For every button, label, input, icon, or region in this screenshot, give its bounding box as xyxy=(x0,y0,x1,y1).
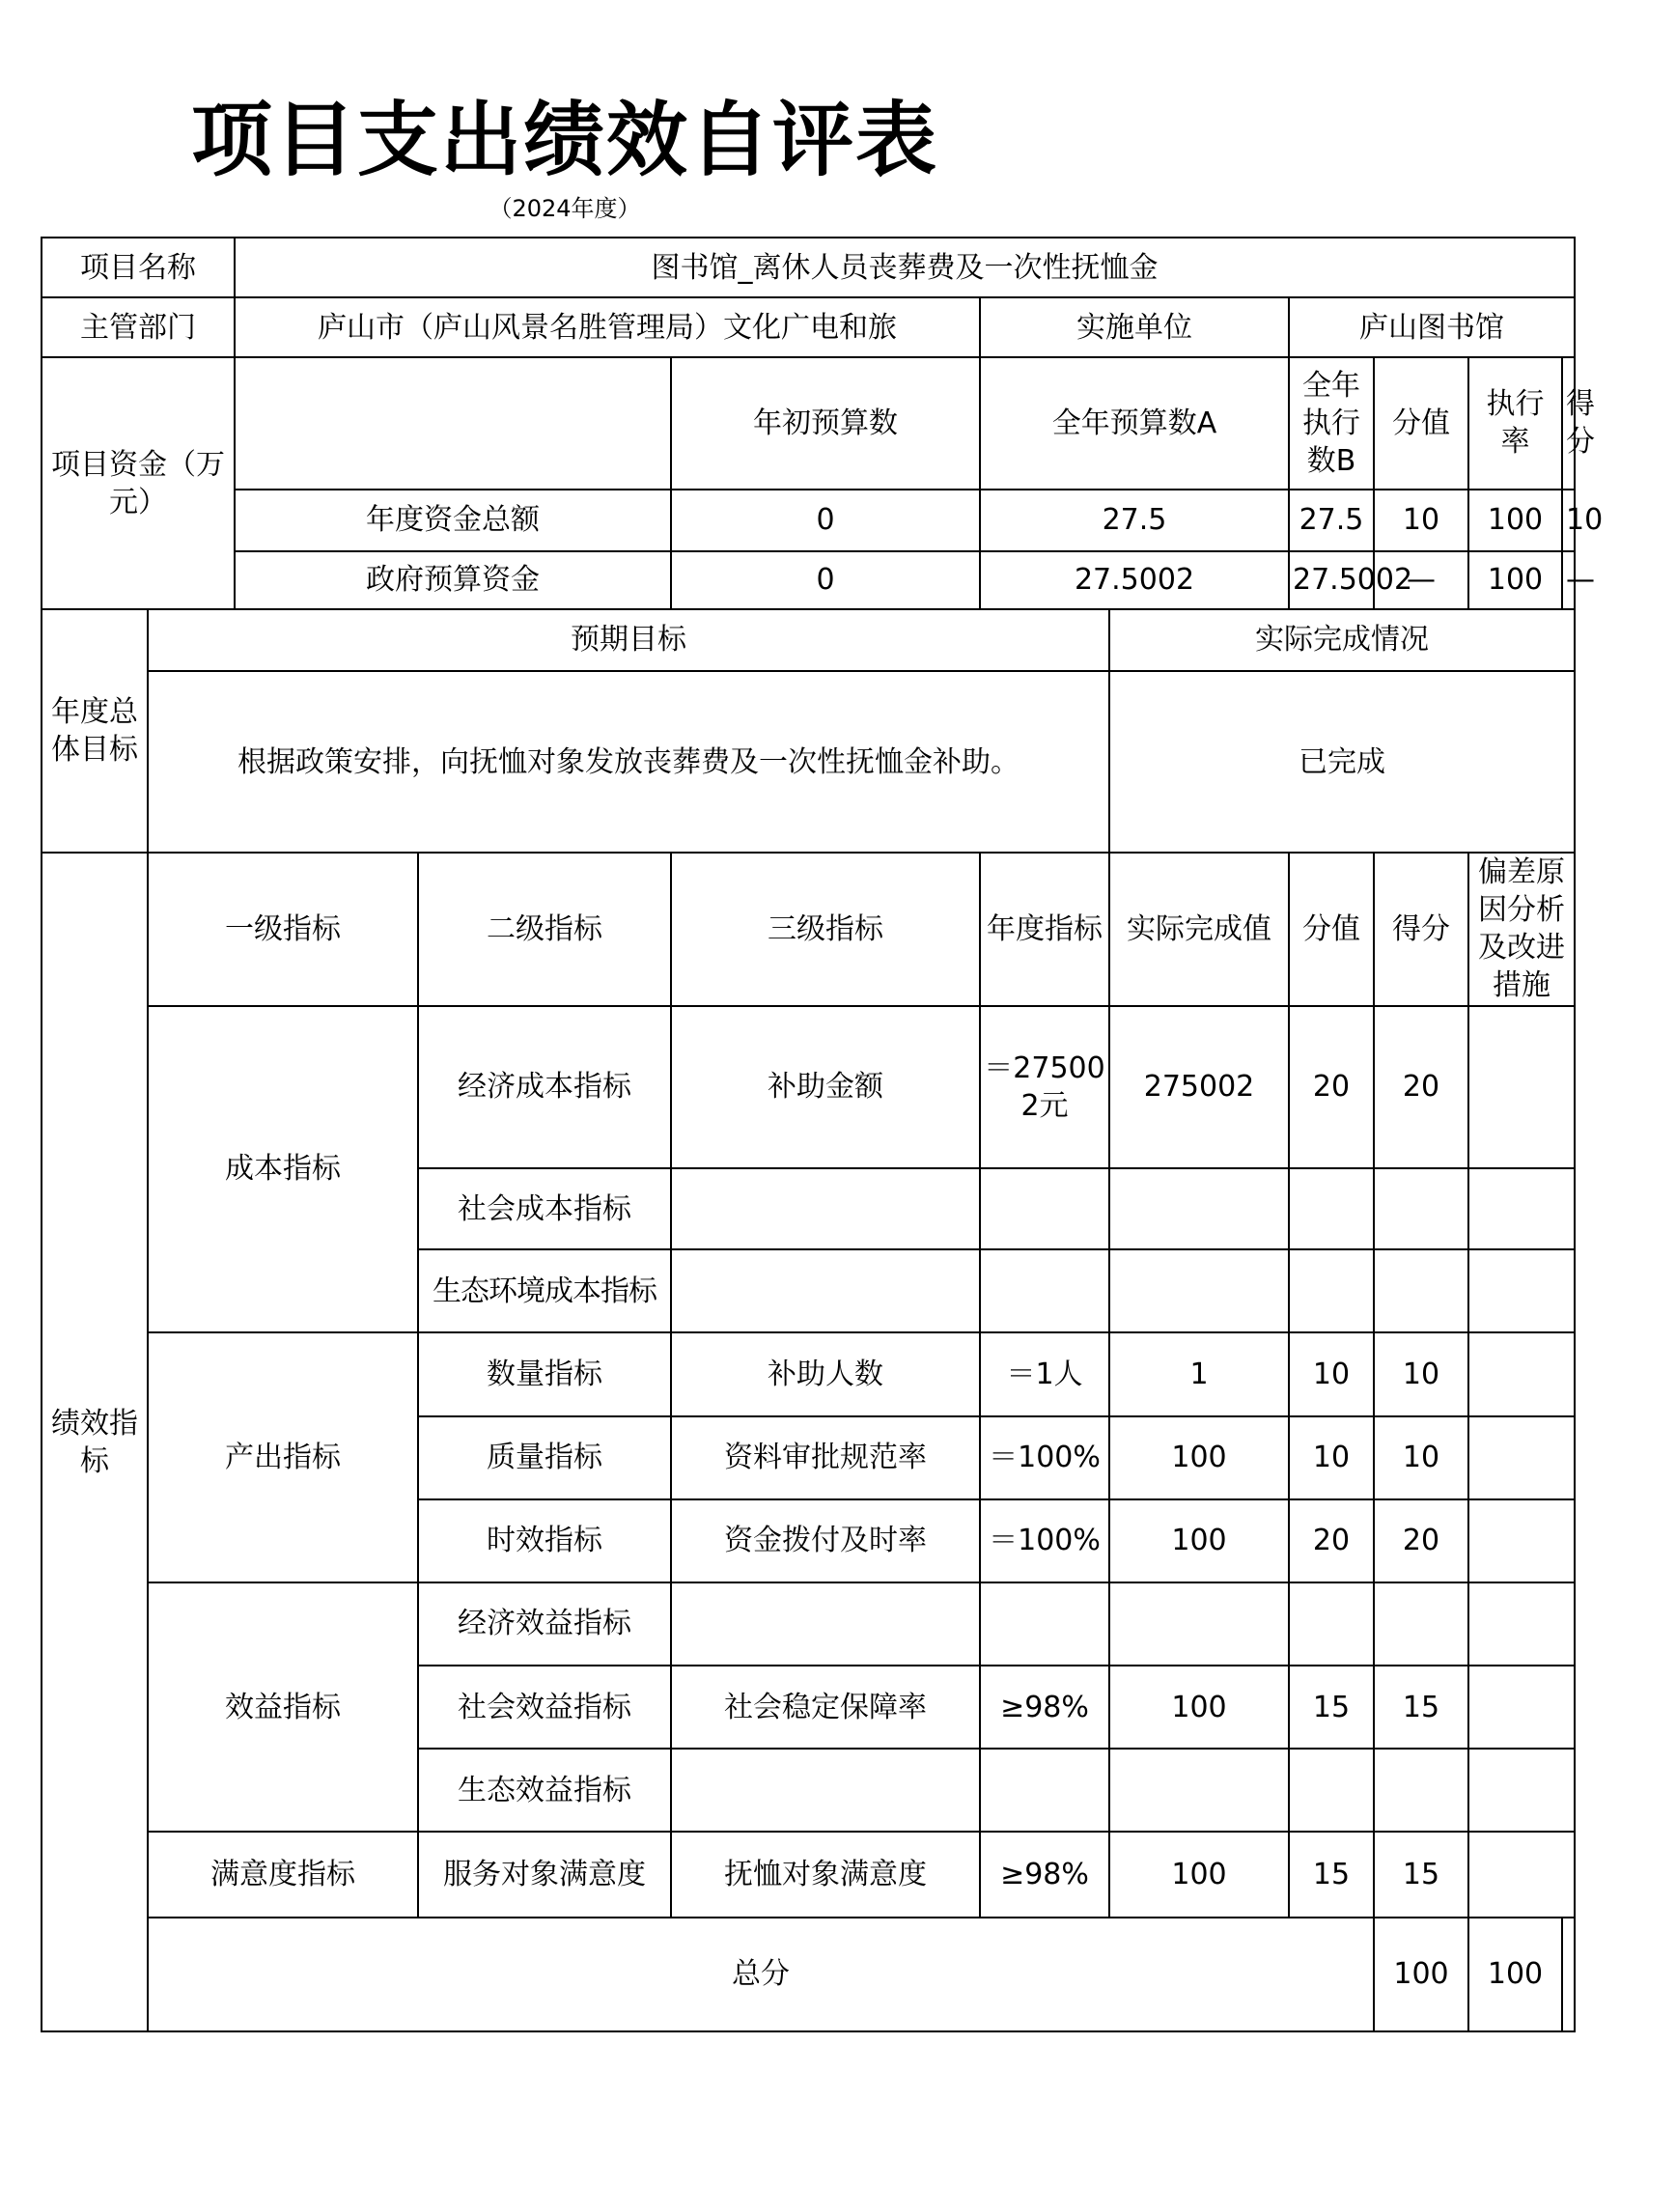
indicator-reason xyxy=(1468,1168,1575,1249)
indicator-target: ≥98% xyxy=(980,1832,1109,1917)
implementing-unit-value: 庐山图书馆 xyxy=(1289,297,1575,357)
indicator-score-value: 15 xyxy=(1289,1666,1374,1749)
funds-row-total xyxy=(42,490,1575,551)
indicator-level3: 补助人数 xyxy=(671,1332,980,1415)
total-reason xyxy=(1562,1918,1575,2031)
indicator-score: 15 xyxy=(1374,1832,1468,1917)
indicator-level2: 时效指标 xyxy=(418,1499,671,1582)
indicator-level3: 资料审批规范率 xyxy=(671,1416,980,1499)
level3-header: 三级指标 xyxy=(671,853,980,1005)
indicator-row xyxy=(42,1006,1575,1168)
funds-executed: 27.5 xyxy=(1289,490,1374,551)
goal-content-row xyxy=(42,671,1575,853)
page-title: 项目支出绩效自评表 xyxy=(190,93,938,187)
indicator-reason xyxy=(1468,1666,1575,1749)
indicator-target xyxy=(980,1168,1109,1249)
funds-annual: 27.5002 xyxy=(980,551,1289,609)
indicator-reason xyxy=(1468,1749,1575,1832)
indicator-reason xyxy=(1468,1006,1575,1168)
indicator-reason xyxy=(1468,1332,1575,1415)
indicator-actual xyxy=(1109,1582,1289,1666)
indicator-level3: 资金拨付及时率 xyxy=(671,1499,980,1582)
indicator-target: ＝100% xyxy=(980,1499,1109,1582)
actual-completion-text: 已完成 xyxy=(1109,671,1575,853)
total-score-value: 100 xyxy=(1374,1918,1468,2031)
indicator-target: ＝100% xyxy=(980,1416,1109,1499)
indicator-row xyxy=(42,1332,1575,1415)
indicator-score xyxy=(1374,1749,1468,1832)
indicator-level2: 社会效益指标 xyxy=(418,1666,671,1749)
indicator-score-value-header: 分值 xyxy=(1289,853,1374,1005)
funds-initial: 0 xyxy=(671,490,980,551)
funds-score-header: 得分 xyxy=(1562,357,1575,489)
funds-row-government xyxy=(42,551,1575,609)
indicator-score-header: 得分 xyxy=(1374,853,1468,1005)
indicator-reason xyxy=(1468,1499,1575,1582)
indicator-level3 xyxy=(671,1582,980,1666)
indicator-level2: 质量指标 xyxy=(418,1416,671,1499)
indicator-score-value: 20 xyxy=(1289,1006,1374,1168)
total-score: 100 xyxy=(1468,1918,1562,2031)
funds-score-value: — xyxy=(1374,551,1468,609)
funds-score: 10 xyxy=(1562,490,1575,551)
implementing-unit-label: 实施单位 xyxy=(980,297,1289,357)
indicator-level3 xyxy=(671,1249,980,1332)
initial-budget-header: 年初预算数 xyxy=(671,357,980,489)
indicator-level1: 效益指标 xyxy=(148,1582,418,1833)
funds-score-value: 10 xyxy=(1374,490,1468,551)
indicator-level1: 成本指标 xyxy=(148,1006,418,1333)
funds-header-blank xyxy=(235,357,671,489)
funds-initial: 0 xyxy=(671,551,980,609)
indicator-level3 xyxy=(671,1749,980,1832)
indicator-reason xyxy=(1468,1249,1575,1332)
funds-rate: 100 xyxy=(1468,490,1562,551)
indicator-score: 10 xyxy=(1374,1332,1468,1415)
expected-goal-text: 根据政策安排，向抚恤对象发放丧葬费及一次性抚恤金补助。 xyxy=(148,671,1109,853)
indicator-level3: 抚恤对象满意度 xyxy=(671,1832,980,1917)
funds-executed: 27.5002 xyxy=(1289,551,1374,609)
indicator-score xyxy=(1374,1249,1468,1332)
department-label: 主管部门 xyxy=(42,297,235,357)
level2-header: 二级指标 xyxy=(418,853,671,1005)
funds-score: — xyxy=(1562,551,1575,609)
indicator-actual: 100 xyxy=(1109,1499,1289,1582)
funds-row-label: 年度资金总额 xyxy=(235,490,671,551)
indicator-actual: 100 xyxy=(1109,1416,1289,1499)
indicator-level3: 社会稳定保障率 xyxy=(671,1666,980,1749)
execution-rate-header: 执行率 xyxy=(1468,357,1562,489)
indicator-level1: 产出指标 xyxy=(148,1332,418,1582)
indicator-actual: 275002 xyxy=(1109,1006,1289,1168)
annual-budget-header: 全年预算数A xyxy=(980,357,1289,489)
indicator-score-value: 20 xyxy=(1289,1499,1374,1582)
indicator-score-value: 15 xyxy=(1289,1832,1374,1917)
indicator-level2: 数量指标 xyxy=(418,1332,671,1415)
deviation-reason-header: 偏差原因分析及改进措施 xyxy=(1468,853,1575,1005)
indicator-level2: 生态效益指标 xyxy=(418,1749,671,1832)
project-name-row xyxy=(42,238,1575,297)
actual-value-header: 实际完成值 xyxy=(1109,853,1289,1005)
indicator-row xyxy=(42,1582,1575,1666)
indicator-actual xyxy=(1109,1749,1289,1832)
report-year: （2024年度） xyxy=(489,195,641,222)
annual-goal-label: 年度总体目标 xyxy=(42,609,148,854)
indicator-level3 xyxy=(671,1168,980,1249)
indicator-target xyxy=(980,1582,1109,1666)
indicator-target xyxy=(980,1749,1109,1832)
indicator-row xyxy=(42,1832,1575,1917)
funds-row-label: 政府预算资金 xyxy=(235,551,671,609)
indicator-score-value xyxy=(1289,1749,1374,1832)
indicator-actual xyxy=(1109,1168,1289,1249)
score-value-header: 分值 xyxy=(1374,357,1468,489)
total-row xyxy=(42,1918,1575,2031)
executed-header: 全年执行数B xyxy=(1289,357,1374,489)
project-name-value: 图书馆_离休人员丧葬费及一次性抚恤金 xyxy=(235,238,1575,297)
funds-rate: 100 xyxy=(1468,551,1562,609)
indicator-score: 20 xyxy=(1374,1006,1468,1168)
indicator-reason xyxy=(1468,1416,1575,1499)
funds-annual: 27.5 xyxy=(980,490,1289,551)
indicator-score: 20 xyxy=(1374,1499,1468,1582)
indicator-level2: 服务对象满意度 xyxy=(418,1832,671,1917)
indicator-target xyxy=(980,1249,1109,1332)
level1-header: 一级指标 xyxy=(148,853,418,1005)
goal-header-row xyxy=(42,609,1575,671)
indicator-score xyxy=(1374,1582,1468,1666)
indicator-score: 15 xyxy=(1374,1666,1468,1749)
indicator-actual xyxy=(1109,1249,1289,1332)
indicator-header-row xyxy=(42,853,1575,1005)
department-value: 庐山市（庐山风景名胜管理局）文化广电和旅 xyxy=(235,297,980,357)
indicators-section-label: 绩效指标 xyxy=(42,853,148,2031)
indicator-target: ≥98% xyxy=(980,1666,1109,1749)
indicator-level1: 满意度指标 xyxy=(148,1832,418,1917)
indicator-actual: 1 xyxy=(1109,1332,1289,1415)
department-row xyxy=(42,297,1575,357)
indicator-level3: 补助金额 xyxy=(671,1006,980,1168)
project-name-label: 项目名称 xyxy=(42,238,235,297)
indicator-actual: 100 xyxy=(1109,1832,1289,1917)
indicator-score xyxy=(1374,1168,1468,1249)
indicator-score-value: 10 xyxy=(1289,1416,1374,1499)
expected-goal-header: 预期目标 xyxy=(148,609,1109,671)
indicator-reason xyxy=(1468,1832,1575,1917)
indicator-score-value xyxy=(1289,1168,1374,1249)
funds-label: 项目资金（万元） xyxy=(42,357,235,609)
indicator-score-value xyxy=(1289,1249,1374,1332)
indicator-target: ＝1人 xyxy=(980,1332,1109,1415)
indicator-level2: 生态环境成本指标 xyxy=(418,1249,671,1332)
total-label: 总分 xyxy=(148,1918,1374,2031)
indicator-score-value: 10 xyxy=(1289,1332,1374,1415)
indicator-target: ＝275002元 xyxy=(980,1006,1109,1168)
indicator-level2: 社会成本指标 xyxy=(418,1168,671,1249)
actual-completion-header: 实际完成情况 xyxy=(1109,609,1575,671)
self-evaluation-table xyxy=(41,237,1604,2032)
indicator-reason xyxy=(1468,1582,1575,1666)
indicator-level2: 经济成本指标 xyxy=(418,1006,671,1168)
indicator-score: 10 xyxy=(1374,1416,1468,1499)
indicator-actual: 100 xyxy=(1109,1666,1289,1749)
indicator-level2: 经济效益指标 xyxy=(418,1582,671,1666)
annual-target-header: 年度指标 xyxy=(980,853,1109,1005)
funds-header-row xyxy=(42,357,1575,489)
indicator-score-value xyxy=(1289,1582,1374,1666)
